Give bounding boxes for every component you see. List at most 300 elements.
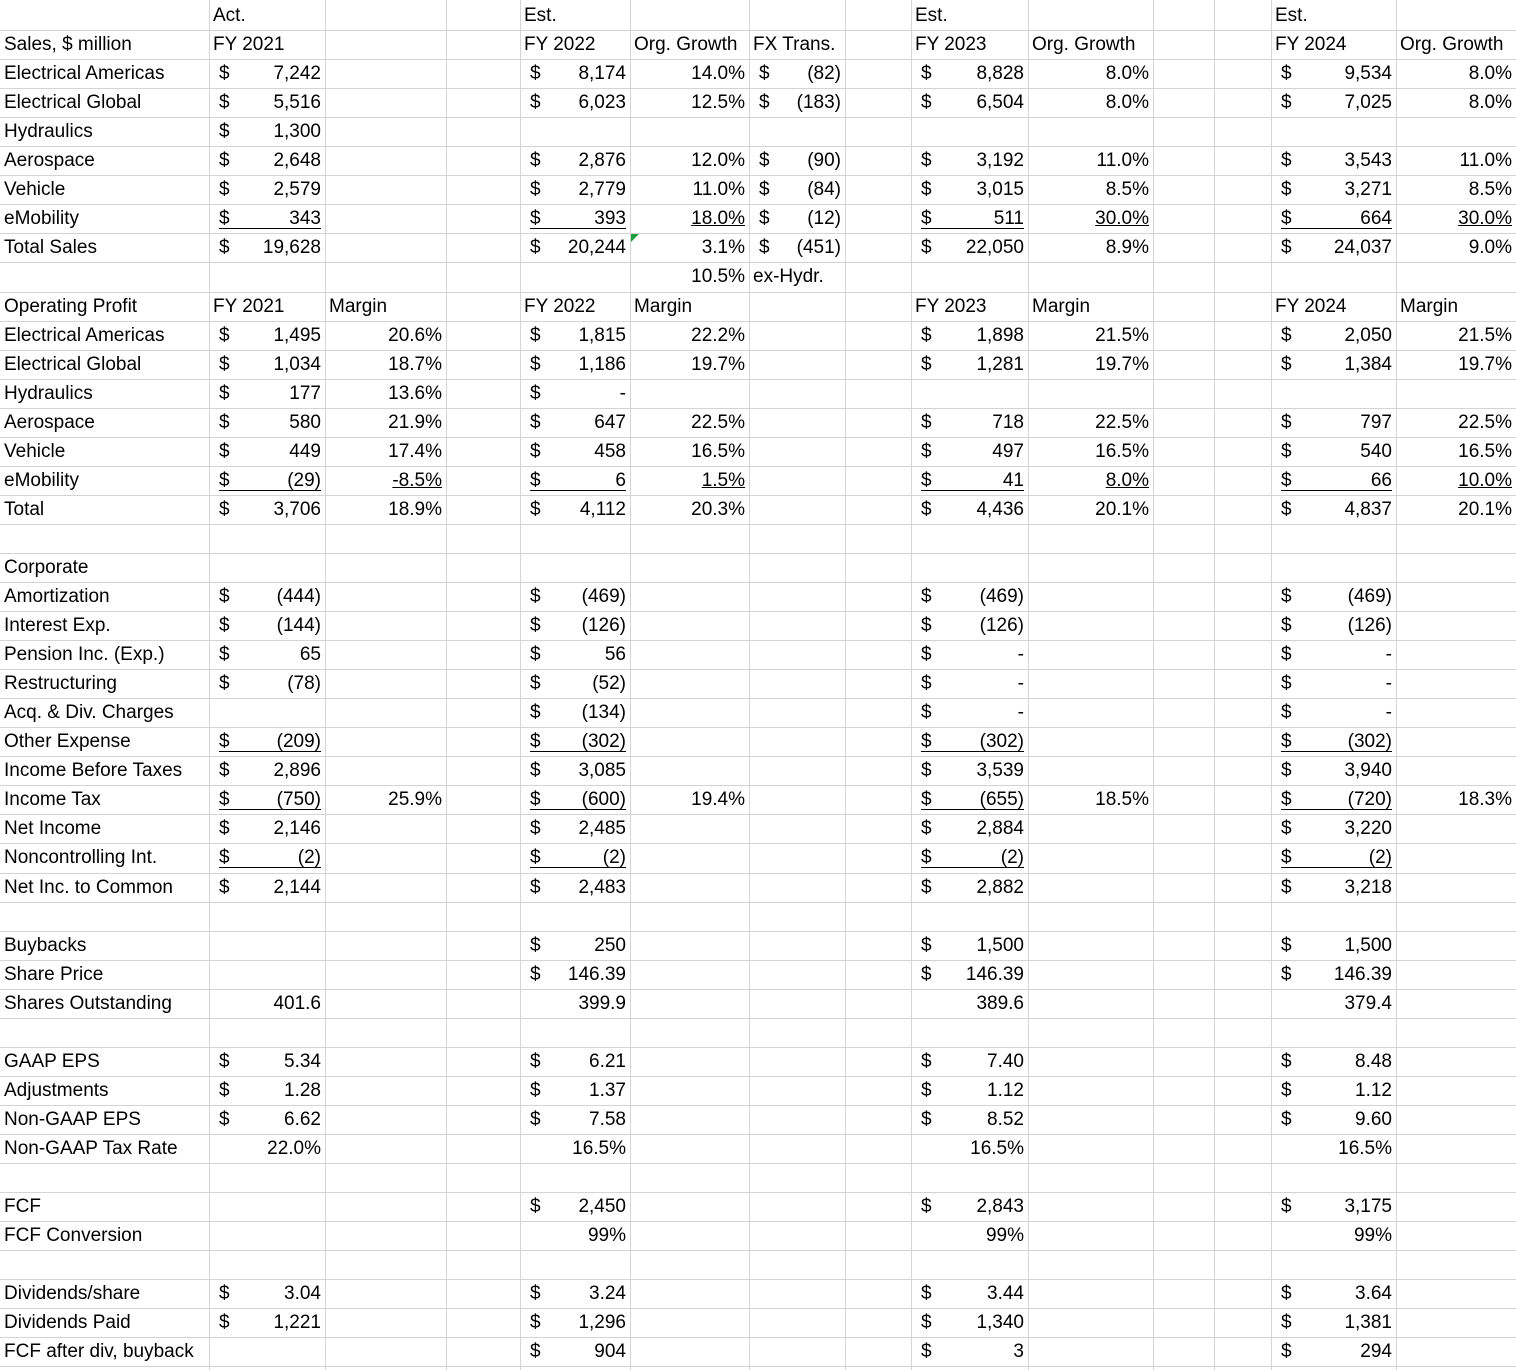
org-growth-fy2024[interactable]: [1396, 234, 1516, 262]
fx-translation[interactable]: [749, 234, 845, 262]
corp-row-label[interactable]: [0, 757, 209, 785]
org-growth-fy2023[interactable]: [1028, 205, 1153, 233]
eps-fy2021[interactable]: [209, 1106, 325, 1134]
corp-fy2023-value: 2,884: [976, 818, 1024, 839]
currency-symbol: $: [219, 731, 230, 752]
margin-fy2024[interactable]: [1396, 322, 1516, 350]
sales-fy2021[interactable]: [209, 60, 325, 88]
op-fy2024[interactable]: [1271, 438, 1396, 466]
corp-fy2022[interactable]: [520, 815, 630, 843]
eps-row-label[interactable]: [0, 1077, 209, 1105]
margin-fy2023[interactable]: [1028, 409, 1153, 437]
sales-fy2024[interactable]: [1271, 176, 1396, 204]
org-growth-fy2024[interactable]: [1396, 60, 1516, 88]
dividend-row-label[interactable]: [0, 1280, 209, 1308]
corp-row-label[interactable]: [0, 699, 209, 727]
dividend-fy2023[interactable]: [911, 1280, 1028, 1308]
corp-row-label-text: Acq. & Div. Charges: [4, 702, 174, 723]
currency-symbol: $: [921, 150, 932, 171]
shares-fy2022[interactable]: [520, 990, 630, 1018]
corp-row-label[interactable]: [0, 728, 209, 756]
sales-fy2023[interactable]: [911, 60, 1028, 88]
sales-fy2022[interactable]: [520, 205, 630, 233]
eps-fy2023[interactable]: [911, 1048, 1028, 1076]
ex-hydr-label[interactable]: [749, 263, 845, 291]
op-row-label[interactable]: [0, 467, 209, 495]
corp-fy2022[interactable]: [520, 612, 630, 640]
margin-fy2023[interactable]: [1028, 496, 1153, 524]
sales-row-label[interactable]: [0, 205, 209, 233]
sales-fy2023[interactable]: [911, 234, 1028, 262]
org-growth-header-2023[interactable]: [1028, 31, 1153, 59]
op-fy2023-value: 1,281: [976, 354, 1024, 375]
corp-row-label[interactable]: [0, 786, 209, 814]
op-fy2021[interactable]: [209, 380, 325, 408]
margin-fy2022[interactable]: [630, 351, 749, 379]
shares-fy2024[interactable]: [1271, 932, 1396, 960]
org-growth-fy2024[interactable]: [1396, 89, 1516, 117]
corp-row-label-text: Restructuring: [4, 673, 117, 694]
corp-fy2024[interactable]: [1271, 612, 1396, 640]
margin-fy2021[interactable]: [325, 409, 446, 437]
margin-fy2023[interactable]: [1028, 322, 1153, 350]
sales-row-label[interactable]: [0, 60, 209, 88]
op-fy2023[interactable]: [911, 351, 1028, 379]
op-fy2024-header[interactable]: [1271, 293, 1396, 321]
shares-fy2022[interactable]: [520, 932, 630, 960]
shares-fy2023[interactable]: [911, 932, 1028, 960]
op-fy2023[interactable]: [911, 322, 1028, 350]
margin-fy2024[interactable]: [1396, 409, 1516, 437]
margin-header-2024[interactable]: [1396, 293, 1516, 321]
dividend-fy2022[interactable]: [520, 1280, 630, 1308]
fy2021-header[interactable]: [209, 31, 325, 59]
org-growth-fy2023[interactable]: [1028, 89, 1153, 117]
op-fy2024[interactable]: [1271, 351, 1396, 379]
org-growth-fy2024[interactable]: [1396, 147, 1516, 175]
dividend-row-label[interactable]: [0, 1309, 209, 1337]
margin-fy2022[interactable]: [630, 409, 749, 437]
op-fy2021[interactable]: [209, 351, 325, 379]
corp-fy2021-value: (144): [276, 615, 321, 636]
op-fy2024[interactable]: [1271, 322, 1396, 350]
sales-header[interactable]: [0, 31, 209, 59]
sales-row-label[interactable]: [0, 147, 209, 175]
op-fy2021-header-text: FY 2021: [213, 296, 285, 317]
shares-row-label[interactable]: [0, 932, 209, 960]
op-row-label[interactable]: [0, 351, 209, 379]
fy2022-header[interactable]: [520, 31, 630, 59]
margin-header-2021[interactable]: [325, 293, 446, 321]
sales-fy2021-value: 2,648: [273, 150, 321, 171]
shares-row-label[interactable]: [0, 990, 209, 1018]
currency-symbol: $: [219, 63, 230, 84]
fcf-fy2024[interactable]: [1271, 1193, 1396, 1221]
eps-fy2023-value: 7.40: [987, 1051, 1024, 1072]
op-row-label[interactable]: [0, 322, 209, 350]
sales-fy2021[interactable]: [209, 89, 325, 117]
eps-fy2024[interactable]: [1271, 1077, 1396, 1105]
sales-fy2021[interactable]: [209, 147, 325, 175]
margin-fy2021[interactable]: [325, 351, 446, 379]
shares-row-label[interactable]: [0, 961, 209, 989]
margin-fy2024-text: 16.5%: [1458, 441, 1512, 462]
corp-fy2023[interactable]: [911, 583, 1028, 611]
org-growth-fy2023[interactable]: [1028, 234, 1153, 262]
tax-rate-fy2023[interactable]: [1028, 786, 1153, 814]
dividend-fy2023[interactable]: [911, 1338, 1028, 1366]
corp-fy2022[interactable]: [520, 786, 630, 814]
op-fy2023[interactable]: [911, 496, 1028, 524]
margin-fy2023[interactable]: [1028, 351, 1153, 379]
eps-fy2023[interactable]: [911, 1077, 1028, 1105]
margin-fy2022-text: 22.5%: [691, 412, 745, 433]
op-fy2023[interactable]: [911, 409, 1028, 437]
op-fy2024[interactable]: [1271, 467, 1396, 495]
sales-fy2024[interactable]: [1271, 89, 1396, 117]
fcf-conversion-fy2022[interactable]: [520, 1222, 630, 1250]
corp-fy2021[interactable]: [209, 612, 325, 640]
dividend-fy2024[interactable]: [1271, 1338, 1396, 1366]
tax-rate-fy2021[interactable]: [209, 1135, 325, 1163]
margin-fy2022[interactable]: [630, 322, 749, 350]
cell-comment-indicator[interactable]: [631, 234, 639, 242]
fx-translation[interactable]: [749, 205, 845, 233]
corp-row-label[interactable]: [0, 874, 209, 902]
fcf-conversion-fy2023[interactable]: [911, 1222, 1028, 1250]
corp-fy2023[interactable]: [911, 815, 1028, 843]
op-fy2022-value: 4,112: [579, 499, 626, 520]
currency-symbol: $: [219, 325, 230, 346]
corp-fy2024[interactable]: [1271, 699, 1396, 727]
margin-fy2022[interactable]: [630, 467, 749, 495]
corp-fy2023[interactable]: [911, 728, 1028, 756]
op-fy2023-header[interactable]: [911, 293, 1028, 321]
fx-translation[interactable]: [749, 89, 845, 117]
shares-fy2023-text: 389.6: [976, 993, 1024, 1014]
corp-fy2021[interactable]: [209, 874, 325, 902]
org-growth-fy2022[interactable]: [630, 176, 749, 204]
org-growth-fy2023[interactable]: [1028, 147, 1153, 175]
tax-rate-fy2023-text: 16.5%: [970, 1138, 1024, 1159]
act-label[interactable]: [209, 2, 325, 30]
corp-row-label[interactable]: [0, 554, 209, 582]
dividend-fy2023[interactable]: [911, 1309, 1028, 1337]
corp-fy2023[interactable]: [911, 641, 1028, 669]
corp-fy2024[interactable]: [1271, 641, 1396, 669]
corp-fy2024[interactable]: [1271, 670, 1396, 698]
eps-fy2021[interactable]: [209, 1077, 325, 1105]
op-fy2023[interactable]: [911, 438, 1028, 466]
corp-fy2023[interactable]: [911, 612, 1028, 640]
dividend-row-label[interactable]: [0, 1338, 209, 1366]
corp-fy2024[interactable]: [1271, 757, 1396, 785]
fx-trans-header[interactable]: [749, 31, 845, 59]
op-fy2022[interactable]: [520, 351, 630, 379]
corp-fy2024[interactable]: [1271, 874, 1396, 902]
corp-fy2023[interactable]: [911, 786, 1028, 814]
corp-fy2023[interactable]: [911, 757, 1028, 785]
corp-fy2024[interactable]: [1271, 786, 1396, 814]
dividend-fy2021[interactable]: [209, 1280, 325, 1308]
tax-rate-fy2022[interactable]: [630, 786, 749, 814]
margin-header-2023[interactable]: [1028, 293, 1153, 321]
op-fy2021[interactable]: [209, 467, 325, 495]
corp-fy2024[interactable]: [1271, 844, 1396, 872]
corp-fy2022[interactable]: [520, 757, 630, 785]
sales-fy2022[interactable]: [520, 147, 630, 175]
op-fy2022[interactable]: [520, 467, 630, 495]
sales-fy2024[interactable]: [1271, 60, 1396, 88]
currency-symbol: $: [1281, 150, 1292, 171]
corp-fy2022[interactable]: [520, 583, 630, 611]
corp-row-label[interactable]: [0, 670, 209, 698]
corp-fy2023[interactable]: [911, 874, 1028, 902]
eps-row-label[interactable]: [0, 1048, 209, 1076]
eps-fy2023[interactable]: [911, 1106, 1028, 1134]
margin-header-2022[interactable]: [630, 293, 749, 321]
org-growth-fy2024[interactable]: [1396, 205, 1516, 233]
op-fy2021-header[interactable]: [209, 293, 325, 321]
margin-fy2022[interactable]: [630, 438, 749, 466]
op-fy2023[interactable]: [911, 467, 1028, 495]
op-fy2024[interactable]: [1271, 409, 1396, 437]
op-row-label[interactable]: [0, 409, 209, 437]
currency-symbol: $: [1281, 63, 1292, 84]
dividend-fy2024[interactable]: [1271, 1280, 1396, 1308]
corp-fy2021[interactable]: [209, 757, 325, 785]
margin-fy2021[interactable]: [325, 496, 446, 524]
corp-fy2022[interactable]: [520, 874, 630, 902]
fx-translation[interactable]: [749, 176, 845, 204]
est-label-2023[interactable]: [911, 2, 1028, 30]
corp-fy2023[interactable]: [911, 670, 1028, 698]
margin-fy2021[interactable]: [325, 380, 446, 408]
fy2023-header[interactable]: [911, 31, 1028, 59]
op-row-label[interactable]: [0, 496, 209, 524]
corp-fy2022[interactable]: [520, 699, 630, 727]
shares-fy2022-value: 250: [594, 935, 626, 956]
sales-row-label[interactable]: [0, 234, 209, 262]
org-growth-header-2024[interactable]: [1396, 31, 1516, 59]
op-fy2021[interactable]: [209, 438, 325, 466]
sales-row-label[interactable]: [0, 89, 209, 117]
org-growth-fy2022[interactable]: [630, 89, 749, 117]
margin-fy2022[interactable]: [630, 496, 749, 524]
dividend-fy2022[interactable]: [520, 1309, 630, 1337]
currency-symbol: $: [530, 1283, 541, 1304]
op-row-label[interactable]: [0, 438, 209, 466]
currency-symbol: $: [1281, 1283, 1292, 1304]
sales-fy2021[interactable]: [209, 118, 325, 146]
op-fy2022[interactable]: [520, 438, 630, 466]
dividend-fy2024[interactable]: [1271, 1309, 1396, 1337]
corp-fy2022[interactable]: [520, 670, 630, 698]
tax-rate-fy2023[interactable]: [911, 1135, 1028, 1163]
est-label-2024[interactable]: [1271, 2, 1396, 30]
corp-row-label[interactable]: [0, 815, 209, 843]
sales-fy2022[interactable]: [520, 89, 630, 117]
fy2024-header[interactable]: [1271, 31, 1396, 59]
eps-fy2022-value: 7.58: [589, 1109, 626, 1130]
eps-row-label[interactable]: [0, 1106, 209, 1134]
currency-symbol: $: [759, 150, 770, 171]
corp-fy2022[interactable]: [520, 844, 630, 872]
op-fy2021[interactable]: [209, 409, 325, 437]
ex-hydr-growth[interactable]: [630, 263, 749, 291]
corp-row-label[interactable]: [0, 583, 209, 611]
operating-profit-header[interactable]: [0, 293, 209, 321]
fx-translation[interactable]: [749, 60, 845, 88]
dividend-fy2023-value: 3.44: [987, 1283, 1024, 1304]
dividend-fy2022[interactable]: [520, 1338, 630, 1366]
fcf-row-label-text: FCF Conversion: [4, 1225, 143, 1246]
margin-fy2023[interactable]: [1028, 467, 1153, 495]
fcf-fy2022-value: 2,450: [578, 1196, 626, 1217]
eps-fy2022[interactable]: [520, 1106, 630, 1134]
org-growth-fy2022[interactable]: [630, 205, 749, 233]
margin-fy2021[interactable]: [325, 467, 446, 495]
sales-fy2023[interactable]: [911, 89, 1028, 117]
op-fy2021[interactable]: [209, 322, 325, 350]
currency-symbol: $: [1281, 673, 1292, 694]
eps-fy2021[interactable]: [209, 1048, 325, 1076]
corp-row-label[interactable]: [0, 612, 209, 640]
org-growth-fy2023[interactable]: [1028, 176, 1153, 204]
corp-fy2023[interactable]: [911, 844, 1028, 872]
org-growth-fy2023[interactable]: [1028, 60, 1153, 88]
org-growth-fy2024[interactable]: [1396, 176, 1516, 204]
currency-symbol: $: [759, 179, 770, 200]
shares-fy2023[interactable]: [911, 961, 1028, 989]
currency-symbol: $: [759, 63, 770, 84]
corp-fy2024-value: (720): [1347, 789, 1392, 810]
sales-fy2021[interactable]: [209, 234, 325, 262]
fcf-fy2023[interactable]: [911, 1193, 1028, 1221]
corp-row-label[interactable]: [0, 844, 209, 872]
sales-fy2024-value: 3,271: [1344, 179, 1392, 200]
op-fy2022[interactable]: [520, 380, 630, 408]
margin-fy2021[interactable]: [325, 322, 446, 350]
op-fy2022[interactable]: [520, 322, 630, 350]
margin-fy2024[interactable]: [1396, 467, 1516, 495]
op-fy2022[interactable]: [520, 409, 630, 437]
op-fy2021[interactable]: [209, 496, 325, 524]
currency-symbol: $: [1281, 354, 1292, 375]
org-growth-fy2022[interactable]: [630, 60, 749, 88]
sales-fy2024[interactable]: [1271, 147, 1396, 175]
shares-fy2024[interactable]: [1271, 961, 1396, 989]
op-fy2021-value: 1,495: [273, 325, 321, 346]
currency-symbol: $: [921, 1341, 932, 1362]
shares-fy2021[interactable]: [209, 990, 325, 1018]
margin-fy2024[interactable]: [1396, 438, 1516, 466]
currency-symbol: $: [530, 499, 541, 520]
tax-rate-fy2024-text: 18.3%: [1458, 789, 1512, 810]
op-fy2022[interactable]: [520, 496, 630, 524]
sales-row-label[interactable]: [0, 118, 209, 146]
op-row-label[interactable]: [0, 380, 209, 408]
sales-fy2024[interactable]: [1271, 205, 1396, 233]
margin-fy2022-text: 16.5%: [691, 441, 745, 462]
sales-fy2022[interactable]: [520, 234, 630, 262]
corp-fy2024[interactable]: [1271, 583, 1396, 611]
tax-rate-fy2024[interactable]: [1396, 786, 1516, 814]
fcf-conversion-fy2024[interactable]: [1271, 1222, 1396, 1250]
eps-row-label-text: Non-GAAP EPS: [4, 1109, 141, 1130]
tax-rate-fy2024[interactable]: [1271, 1135, 1396, 1163]
corp-fy2024[interactable]: [1271, 728, 1396, 756]
fcf-row-label[interactable]: [0, 1193, 209, 1221]
sales-fy2024[interactable]: [1271, 234, 1396, 262]
eps-fy2022[interactable]: [520, 1077, 630, 1105]
corp-fy2021[interactable]: [209, 583, 325, 611]
eps-fy2024[interactable]: [1271, 1048, 1396, 1076]
eps-fy2024[interactable]: [1271, 1106, 1396, 1134]
sales-fy2023[interactable]: [911, 205, 1028, 233]
corp-fy2023[interactable]: [911, 699, 1028, 727]
sales-fy2021-value: 19,628: [262, 237, 321, 258]
corp-fy2021[interactable]: [209, 641, 325, 669]
margin-fy2024[interactable]: [1396, 351, 1516, 379]
margin-fy2021[interactable]: [325, 438, 446, 466]
corp-fy2021[interactable]: [209, 786, 325, 814]
corp-fy2021[interactable]: [209, 815, 325, 843]
org-growth-fy2022[interactable]: [630, 147, 749, 175]
op-fy2022-value: 647: [594, 412, 626, 433]
shares-fy2022[interactable]: [520, 961, 630, 989]
sales-fy2023[interactable]: [911, 176, 1028, 204]
org-growth-fy2022[interactable]: [630, 234, 749, 262]
op-fy2022-header[interactable]: [520, 293, 630, 321]
corp-fy2023-value: 2,882: [976, 877, 1024, 898]
currency-symbol: $: [219, 847, 230, 868]
sales-fy2023[interactable]: [911, 147, 1028, 175]
corp-row-label[interactable]: [0, 641, 209, 669]
sales-fy2021[interactable]: [209, 176, 325, 204]
corp-fy2021[interactable]: [209, 844, 325, 872]
corp-fy2021[interactable]: [209, 728, 325, 756]
margin-fy2024[interactable]: [1396, 496, 1516, 524]
shares-fy2023[interactable]: [911, 990, 1028, 1018]
fcf-fy2022[interactable]: [520, 1193, 630, 1221]
margin-fy2023[interactable]: [1028, 438, 1153, 466]
tax-rate-fy2022[interactable]: [520, 1135, 630, 1163]
corp-fy2022[interactable]: [520, 641, 630, 669]
org-growth-fy2022-text: 18.0%: [691, 208, 745, 229]
corp-fy2024[interactable]: [1271, 815, 1396, 843]
fcf-row-label[interactable]: [0, 1222, 209, 1250]
op-fy2024[interactable]: [1271, 496, 1396, 524]
sales-fy2022-value: 6,023: [578, 92, 626, 113]
eps-row-label[interactable]: [0, 1135, 209, 1163]
tax-rate-fy2024-text: 16.5%: [1338, 1138, 1392, 1159]
est-label-2022[interactable]: [520, 2, 630, 30]
corp-fy2022-value: 2,485: [578, 818, 626, 839]
sales-fy2022[interactable]: [520, 176, 630, 204]
dividend-fy2021[interactable]: [209, 1309, 325, 1337]
eps-fy2022[interactable]: [520, 1048, 630, 1076]
corp-fy2022[interactable]: [520, 728, 630, 756]
sales-fy2021[interactable]: [209, 205, 325, 233]
shares-fy2024[interactable]: [1271, 990, 1396, 1018]
fx-translation[interactable]: [749, 147, 845, 175]
sales-row-label[interactable]: [0, 176, 209, 204]
org-growth-header-2022[interactable]: [630, 31, 749, 59]
corp-fy2021[interactable]: [209, 670, 325, 698]
sales-fy2022[interactable]: [520, 60, 630, 88]
tax-rate-fy2021[interactable]: [325, 786, 446, 814]
